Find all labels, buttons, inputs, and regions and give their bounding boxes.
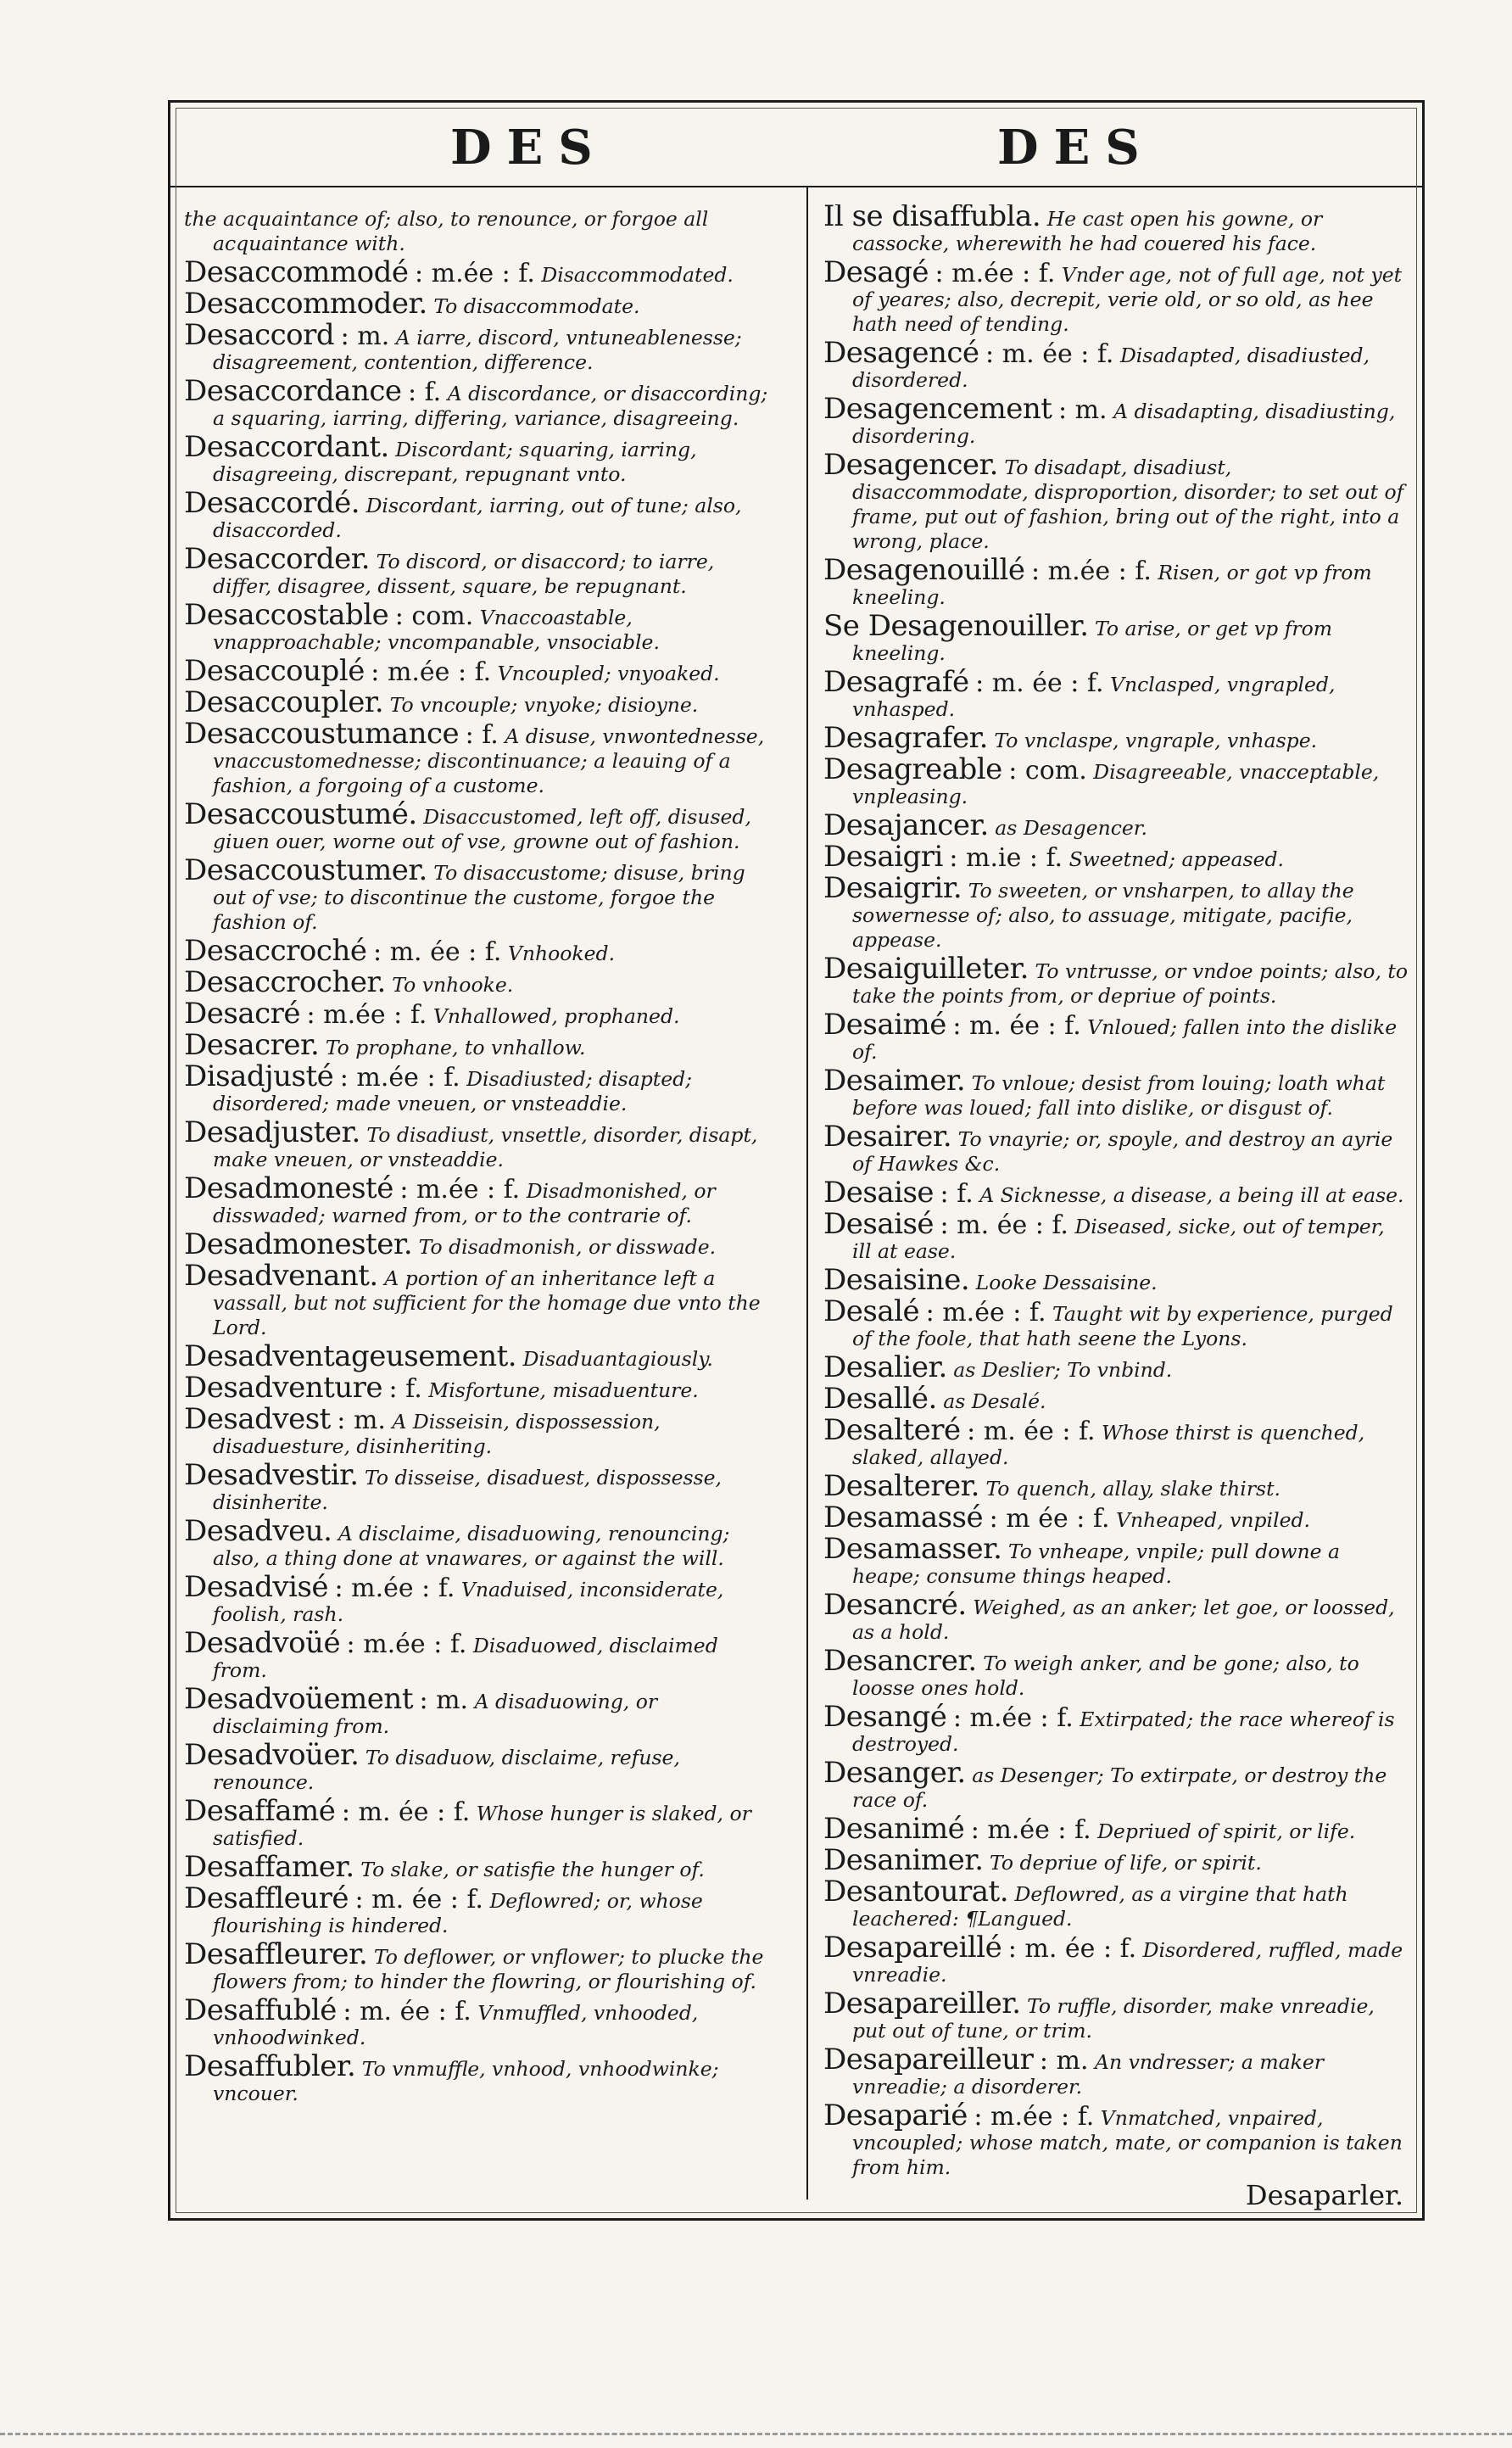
entry-headword: Desaiguilleter. [823, 952, 1029, 986]
entry-headword: Desaffamé [184, 1794, 336, 1828]
entry-definition: A Sicknesse, a disease, a being ill at ease. [979, 1183, 1404, 1207]
entry-headword: Desagé [823, 255, 929, 289]
entry-headword: Desaccommoder. [184, 287, 427, 321]
entry-headword: Desaigrir. [823, 871, 962, 905]
entry-definition: To vnloue; desist from louing; loath what before was loued; fall into dislike, or disgust of. [852, 1071, 1386, 1120]
entry-headword: Desamassé [823, 1501, 984, 1534]
entry-grammar: : m. ée : f. [940, 1210, 1068, 1240]
entry-headword: Desadvoüement [184, 1682, 413, 1716]
dictionary-entry [823, 448, 1409, 554]
entry-definition: Disaccommodated. [541, 263, 734, 287]
entry-definition: To disadapt, disadiust, disaccommodate, disproportion, disorder; to set out of frame, put out of fashion, bring out of the right, into a wrong, place. [852, 456, 1404, 553]
dictionary-entry [184, 853, 769, 935]
entry-headword: Desaise [823, 1176, 935, 1210]
column-divider [806, 186, 808, 2199]
dictionary-entry [184, 204, 769, 256]
entry-grammar: : m.ie : f. [949, 843, 1063, 873]
dictionary-entry [823, 1382, 1409, 1416]
dictionary-entry [823, 1263, 1409, 1297]
dictionary-entry [823, 952, 1409, 1009]
entry-headword: Desairer. [823, 1120, 952, 1154]
entry-definition: Extirpated; the race whereof is destroyed. [852, 1707, 1395, 1756]
entry-grammar: : m.ée : f. [339, 1063, 460, 1093]
entry-headword: Desallé. [823, 1382, 937, 1416]
entry-grammar: : m.ée : f. [346, 1629, 467, 1659]
entry-grammar: : f. [408, 377, 442, 407]
entry-headword: Desadjuster. [184, 1115, 360, 1149]
entry-headword: Desadvenant. [184, 1259, 378, 1293]
entry-headword: Desalterer. [823, 1469, 979, 1503]
entry-grammar: : m.ée : f. [399, 1175, 521, 1204]
entry-headword: Il se disaffubla. [823, 204, 1041, 233]
entry-definition: To prophane, to vnhallow. [325, 1036, 586, 1059]
dictionary-entry [184, 1339, 769, 1373]
entry-headword: Desantourat. [823, 1875, 1009, 1909]
entry-grammar: : m.ée : f. [371, 657, 492, 687]
entry-definition: the acquaintance of; also, to renounce, or forgoe all acquaintance with. [184, 207, 709, 255]
entry-definition: as Desalé. [943, 1389, 1046, 1413]
dictionary-entry [823, 1207, 1409, 1264]
entry-definition: An vndresser; a maker vnreadie; a disorderer. [852, 2050, 1324, 2099]
entry-headword: Desaparié [823, 2099, 968, 2132]
entry-headword: Desalé [823, 1294, 920, 1328]
entry-definition: Vnaccoastable, vnapproachable; vncompanable, vnsociable. [213, 606, 660, 654]
dictionary-entry [823, 752, 1409, 809]
entry-headword: Desaisé [823, 1207, 935, 1241]
dictionary-entry [823, 1294, 1409, 1351]
entry-definition: To depriue of life, or spirit. [990, 1851, 1262, 1875]
right-column [823, 204, 1409, 2181]
dictionary-entry [184, 997, 769, 1031]
entry-definition: Weighed, as an anker; let goe, or loossed, as a hold. [852, 1596, 1395, 1644]
entry-definition: A Disseisin, dispossession, disaduesture, disinheriting. [213, 1410, 661, 1458]
dictionary-entry [823, 808, 1409, 842]
entry-definition: To quench, allay, slake thirst. [985, 1477, 1281, 1501]
entry-headword: Desaccord [184, 318, 335, 352]
entry-headword: Desangé [823, 1700, 947, 1734]
entry-headword: Desaffublé [184, 1993, 337, 2027]
entry-definition: To discord, or disaccord; to iarre, differ, disagree, dissent, square, be repugnant. [213, 550, 715, 598]
entry-definition: To vnhooke. [392, 973, 514, 997]
entry-grammar: : m. ée : f. [967, 1417, 1096, 1446]
entry-headword: Desadventure [184, 1371, 383, 1405]
entry-headword: Desadveu. [184, 1514, 332, 1548]
entry-headword: Desaccordant. [184, 430, 389, 464]
dictionary-entry [184, 1028, 769, 1062]
entry-definition: Taught wit by experience, purged of the foole, that hath seene the Lyons. [852, 1302, 1393, 1350]
entry-headword: Desaimer. [823, 1064, 966, 1098]
dictionary-entry [823, 2099, 1409, 2180]
dictionary-entry [184, 654, 769, 688]
entry-headword: Desaccostable [184, 598, 389, 632]
entry-definition: Whose hunger is slaked, or satisfied. [213, 1802, 751, 1850]
entry-grammar: : m. ée : f. [952, 1011, 1081, 1041]
entry-headword: Desaccoustumer. [184, 853, 427, 887]
entry-definition: To disaccommodate. [433, 294, 640, 318]
dictionary-entry [184, 598, 769, 655]
entry-headword: Desadmonester. [184, 1227, 413, 1261]
entry-headword: Desaccroché [184, 934, 367, 968]
entry-definition: A disadapting, disadiusting, disordering. [852, 400, 1396, 448]
dictionary-entry [184, 1227, 769, 1261]
dictionary-entry [184, 318, 769, 375]
dictionary-entry [184, 1458, 769, 1515]
entry-definition: Vnclasped, vngrapled, vnhasped. [852, 673, 1336, 721]
dictionary-entry [184, 1850, 769, 1884]
entry-definition: Sweetned; appeased. [1068, 847, 1285, 871]
dictionary-entry [823, 1987, 1409, 2043]
entry-headword: Desaccoupler. [184, 685, 384, 719]
entry-headword: Desagencer. [823, 448, 998, 482]
entry-headword: Desaccorder. [184, 542, 371, 576]
entry-headword: Desagrafé [823, 665, 969, 699]
dictionary-entry [823, 1501, 1409, 1534]
entry-definition: A discordance, or disaccording; a squaring, iarring, differing, variance, disagreeing. [213, 382, 768, 430]
entry-grammar: : m.ée : f. [952, 1703, 1074, 1733]
dictionary-entry [184, 1402, 769, 1459]
dictionary-entry [823, 1120, 1409, 1176]
entry-definition: Vnloued; fallen into the dislike of. [852, 1015, 1398, 1064]
entry-definition: Vncoupled; vnyoaked. [497, 662, 720, 685]
entry-grammar: : f. [940, 1179, 974, 1209]
dictionary-entry [184, 1059, 769, 1116]
entry-definition: A disuse, vnwontednesse, vnaccustomednesse; discontinuance; a leauing of a fashion, a forgoing of a custome. [213, 724, 765, 797]
entry-headword: Desaccoustumé. [184, 797, 417, 831]
dictionary-entry [823, 2043, 1409, 2099]
dictionary-entry [823, 204, 1409, 256]
entry-headword: Desalteré [823, 1413, 961, 1447]
dictionary-entry [184, 1514, 769, 1571]
dictionary-entry [823, 1532, 1409, 1589]
entry-definition: To vnclaspe, vngraple, vnhaspe. [994, 729, 1318, 752]
entry-definition: To sweeten, or vnsharpen, to allay the sowernesse of; also, to assuage, mitigate, pacifie, appease. [852, 879, 1354, 952]
dictionary-entry [184, 1993, 769, 2050]
dictionary-entry [823, 840, 1409, 874]
entry-definition: Risen, or got vp from kneeling. [852, 561, 1372, 609]
entry-headword: Desanger. [823, 1756, 966, 1790]
running-head-right: DES [997, 120, 1155, 176]
entry-definition: Disadapted, disadiusted, disordered. [852, 344, 1370, 392]
dictionary-entry [823, 1350, 1409, 1384]
entry-definition: He cast open his gowne, or cassocke, wherewith he had couered his face. [852, 207, 1323, 255]
entry-grammar: : m. ée : f. [975, 668, 1104, 698]
entry-definition: Discordant; squaring, iarring, disagreeing, discrepant, repugnant vnto. [213, 438, 697, 486]
entry-definition: To vnheape, vnpile; pull downe a heape; consume things heaped. [852, 1540, 1341, 1588]
dictionary-entry [184, 685, 769, 719]
entry-headword: Desaccommodé [184, 255, 409, 289]
entry-headword: Desadvoüer. [184, 1738, 360, 1772]
entry-grammar: : m. [1057, 395, 1107, 425]
entry-headword: Desagencement [823, 392, 1052, 426]
entry-headword: Desapareiller. [823, 1987, 1021, 2020]
dictionary-entry [823, 1875, 1409, 1931]
entry-headword: Desaigri [823, 840, 943, 874]
entry-headword: Desancré. [823, 1588, 967, 1622]
entry-definition: Deflowred, as a virgine that hath leachered: ¶Langued. [852, 1882, 1348, 1931]
dictionary-entry [184, 1738, 769, 1795]
dictionary-entry [823, 1008, 1409, 1065]
entry-headword: Desamasser. [823, 1532, 1002, 1566]
dictionary-entry [823, 1756, 1409, 1813]
entry-definition: Whose thirst is quenched, slaked, allayed. [852, 1421, 1365, 1469]
entry-definition: To weigh anker, and be gone; also, to loosse ones hold. [852, 1652, 1359, 1700]
dictionary-entry [184, 1570, 769, 1627]
entry-headword: Desancrer. [823, 1644, 977, 1678]
dictionary-entry [823, 392, 1409, 449]
dictionary-entry [823, 1644, 1409, 1701]
dictionary-entry [184, 934, 769, 968]
scan-edge-line [0, 2433, 1512, 2435]
entry-headword: Desadvoüé [184, 1626, 341, 1660]
entry-definition: Vnder age, not of full age, not yet of yeares; also, decrepit, verie old, or so old, as hee hath need of tending. [852, 263, 1403, 336]
entry-definition: Disadiusted; disapted; disordered; made vneuen, or vnsteaddie. [213, 1067, 693, 1115]
dictionary-entry [823, 1064, 1409, 1121]
entry-definition: To vntrusse, or vndoe points; also, to take the points from, or depriue of points. [852, 959, 1408, 1008]
entry-grammar: : m. ée : f. [985, 339, 1114, 369]
entry-definition: Vnheaped, vnpiled. [1116, 1508, 1310, 1532]
entry-grammar: : m.ée : f. [334, 1573, 455, 1603]
dictionary-entry [184, 2049, 769, 2106]
dictionary-entry [184, 1626, 769, 1683]
entry-definition: To vncouple; vnyoke; disioyne. [389, 693, 699, 717]
entry-grammar: : m.ée : f. [414, 259, 535, 288]
entry-grammar: : m. [340, 321, 390, 351]
entry-headword: Desagrafer. [823, 721, 988, 755]
entry-headword: Desagreable [823, 752, 1002, 786]
entry-grammar: : m ée : f. [989, 1504, 1110, 1534]
dictionary-entry [184, 1881, 769, 1938]
entry-headword: Desaccrocher. [184, 965, 386, 999]
entry-headword: Desacrer. [184, 1028, 320, 1062]
entry-headword: Desapareilleur [823, 2043, 1034, 2076]
entry-headword: Desadvest [184, 1402, 331, 1436]
dictionary-entry [184, 797, 769, 854]
entry-definition: A disclaime, disaduowing, renouncing; also, a thing done at vnawares, or against the will. [213, 1522, 730, 1570]
entry-definition: A portion of an inheritance left a vassall, but not sufficient for the homage due vnto the Lord. [213, 1266, 761, 1339]
entry-definition: Diseased, sicke, out of temper, ill at ease. [852, 1215, 1385, 1263]
entry-grammar: : com. [394, 601, 474, 631]
entry-definition: Disadmonished, or disswaded; warned from, or to the contrarie of. [213, 1179, 716, 1227]
entry-definition: To disadmonish, or disswade. [418, 1235, 717, 1259]
entry-grammar: : f. [388, 1374, 422, 1404]
dictionary-entry [823, 553, 1409, 610]
entry-definition: Deflowred; or, whose flourishing is hindered. [213, 1889, 703, 1937]
dictionary-entry [823, 1843, 1409, 1877]
entry-definition: as Desenger; To extirpate, or destroy the race of. [852, 1763, 1387, 1812]
entry-definition: Disaccustomed, left off, disused, giuen ouer, worne out of vse, growne out of fashion. [213, 805, 751, 853]
entry-definition: Disagreeable, vnacceptable, vnpleasing. [852, 760, 1380, 808]
entry-grammar: : m.ée : f. [306, 1000, 427, 1030]
entry-definition: To deflower, or vnflower; to plucke the flowers from; to hinder the flowring, or flourishing of. [213, 1945, 764, 1993]
entry-grammar: : m. ée : f. [343, 1997, 471, 2026]
page-frame [168, 100, 1425, 2221]
entry-headword: Disadjusté [184, 1059, 334, 1093]
left-column [184, 204, 769, 2181]
dictionary-entry [184, 430, 769, 487]
dictionary-entry [823, 1413, 1409, 1470]
entry-definition: To arise, or get vp from kneeling. [852, 617, 1333, 665]
entry-headword: Desadventageusement. [184, 1339, 517, 1373]
entry-grammar: : m.ée : f. [970, 1815, 1091, 1845]
entry-definition: Depriued of spirit, or life. [1097, 1819, 1356, 1843]
entry-grammar: : m.ée : f. [974, 2102, 1095, 2132]
entry-grammar: : m.ée : f. [935, 259, 1056, 288]
dictionary-entry [184, 1259, 769, 1340]
dictionary-entry [184, 1115, 769, 1172]
entry-definition: Vnmatched, vnpaired, vncoupled; whose match, mate, or companion is taken from him. [852, 2106, 1403, 2179]
entry-definition: To disaccustome; disuse, bring out of vse; to discontinue the custome, forgoe the fashion of. [213, 861, 745, 934]
catchword: Desaparler. [1245, 2179, 1403, 2211]
entry-headword: Desaffleuré [184, 1881, 349, 1915]
dictionary-entry [184, 287, 769, 321]
entry-grammar: : f. [465, 720, 499, 750]
dictionary-entry [184, 255, 769, 289]
entry-headword: Desaffamer. [184, 1850, 354, 1884]
entry-grammar: : com. [1008, 756, 1087, 785]
entry-grammar: : m. [337, 1406, 386, 1435]
dictionary-entry [823, 665, 1409, 722]
entry-grammar: : m. [1039, 2046, 1089, 2076]
dictionary-entry [184, 1794, 769, 1851]
entry-headword: Desaffubler. [184, 2049, 356, 2083]
entry-definition: A iarre, discord, vntuneablenesse; disagreement, contention, difference. [213, 326, 742, 374]
dictionary-entry [184, 542, 769, 599]
entry-headword: Desagencé [823, 336, 979, 370]
entry-definition: To vnayrie; or, spoyle, and destroy an ayrie of Hawkes &c. [852, 1127, 1393, 1176]
entry-headword: Desadmonesté [184, 1171, 393, 1205]
dictionary-entry [184, 374, 769, 431]
entry-grammar: : m. ée : f. [354, 1885, 483, 1914]
entry-definition: Disaduowed, disclaimed from. [213, 1634, 718, 1682]
entry-definition: To disaduow, disclaime, refuse, renounce. [213, 1746, 680, 1794]
entry-definition: Disordered, ruffled, made vnreadie. [852, 1938, 1403, 1987]
entry-headword: Desalier. [823, 1350, 947, 1384]
entry-grammar: : m.ée : f. [1030, 556, 1152, 586]
entry-headword: Desaccordance [184, 374, 402, 408]
entry-headword: Desadvestir. [184, 1458, 359, 1492]
entry-headword: Desagenouillé [823, 553, 1025, 587]
dictionary-entry [823, 255, 1409, 337]
dictionary-entry [184, 1171, 769, 1228]
entry-headword: Desapareillé [823, 1931, 1002, 1965]
entry-headword: Desaccouplé [184, 654, 365, 688]
entry-headword: Desacré [184, 997, 301, 1031]
entry-headword: Desadvisé [184, 1570, 329, 1604]
dictionary-entry [823, 609, 1409, 666]
dictionary-entry [823, 1931, 1409, 1987]
entry-headword: Desajancer. [823, 808, 989, 842]
dictionary-entry [823, 336, 1409, 393]
dictionary-entry [823, 1588, 1409, 1645]
entry-grammar: : m. ée : f. [341, 1797, 471, 1827]
dictionary-entry [184, 965, 769, 999]
entry-definition: To disseise, disaduest, dispossesse, disinherite. [213, 1466, 722, 1514]
entry-headword: Desaccordé. [184, 486, 360, 520]
running-head-left: DES [450, 120, 608, 176]
dictionary-entry [184, 1937, 769, 1994]
entry-headword: Desanimer. [823, 1843, 984, 1877]
entry-grammar: : m. ée : f. [1007, 1934, 1137, 1964]
entry-definition: A disaduowing, or disclaiming from. [213, 1690, 658, 1738]
entry-headword: Desaisine. [823, 1263, 970, 1297]
entry-grammar: : m. ée : f. [372, 937, 502, 967]
entry-headword: Desanimé [823, 1812, 965, 1846]
entry-headword: Desaffleurer. [184, 1937, 368, 1971]
header-rule [170, 186, 1422, 187]
dictionary-entry [823, 1469, 1409, 1503]
entry-headword: Desaimé [823, 1008, 946, 1042]
entry-definition: Looke Dessaisine. [975, 1271, 1158, 1294]
entry-definition: Vnhooked. [507, 942, 616, 965]
dictionary-entry [823, 1700, 1409, 1757]
dictionary-entry [184, 1371, 769, 1405]
entry-definition: Misfortune, misaduenture. [428, 1378, 699, 1402]
dictionary-entry [823, 1176, 1409, 1210]
entry-definition: as Deslier; To vnbind. [953, 1358, 1173, 1382]
entry-headword: Desaccoustumance [184, 717, 460, 751]
entry-definition: Vnaduised, inconsiderate, foolish, rash. [213, 1578, 724, 1626]
entry-definition: To slake, or satisfie the hunger of. [360, 1858, 705, 1881]
entry-definition: as Desagencer. [995, 816, 1147, 840]
dictionary-entry [823, 871, 1409, 953]
entry-grammar: : m.ée : f. [925, 1298, 1046, 1327]
dictionary-entry [823, 1812, 1409, 1846]
entry-definition: Vnmuffled, vnhooded, vnhoodwinked. [213, 2001, 699, 2049]
entry-headword: Se Desagenouiller. [823, 609, 1089, 643]
dictionary-entry [823, 721, 1409, 755]
entry-definition: To vnmuffle, vnhood, vnhoodwinke; vncouer. [213, 2057, 719, 2105]
dictionary-entry [184, 486, 769, 543]
dictionary-entry [184, 717, 769, 798]
entry-definition: Vnhallowed, prophaned. [432, 1004, 680, 1028]
entry-definition: Discordant, iarring, out of tune; also, disaccorded. [213, 494, 742, 542]
entry-definition: Disaduantagiously. [522, 1347, 713, 1371]
entry-definition: To ruffle, disorder, make vnreadie, put out of tune, or trim. [852, 1994, 1375, 2043]
entry-grammar: : m. [419, 1685, 469, 1715]
dictionary-entry [184, 1682, 769, 1739]
entry-definition: To disadiust, vnsettle, disorder, disapt, make vneuen, or vnsteaddie. [213, 1123, 758, 1171]
